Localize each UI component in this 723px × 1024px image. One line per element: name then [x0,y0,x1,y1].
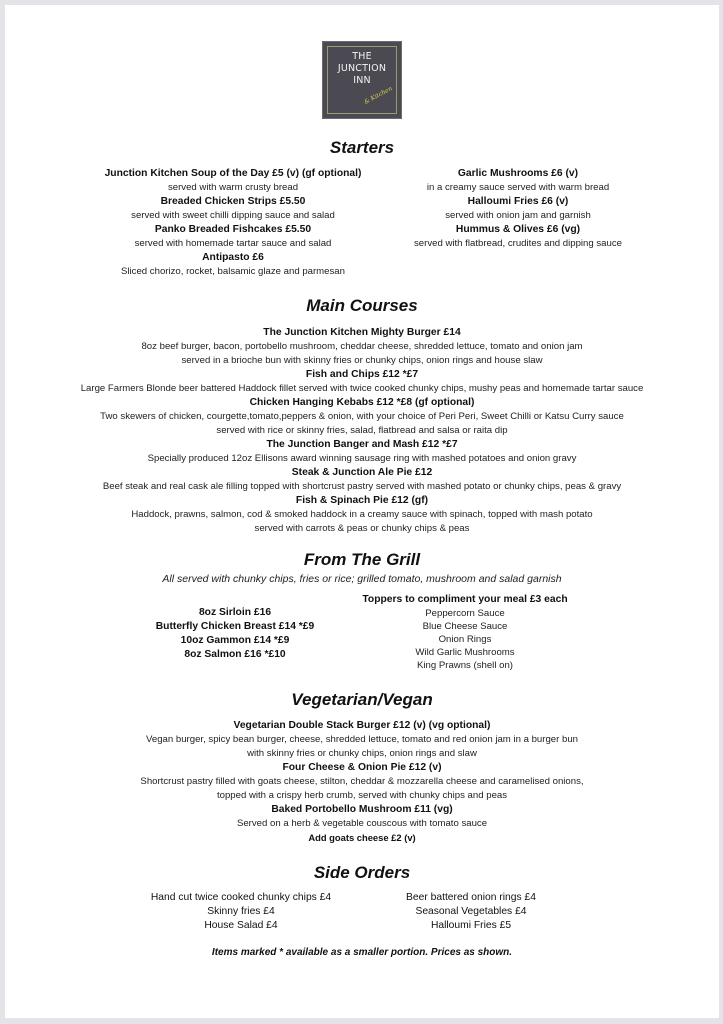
menu-item-desc: Large Farmers Blonde beer battered Haddock fillet served with twice cooked chunky chips, mushy peas and homemade tartar sauce [80,383,644,394]
toppers-column [335,593,595,672]
sides-left-column [111,891,371,933]
topper-item: Onion Rings [438,634,492,645]
topper-item: Peppercorn Sauce [425,608,505,619]
menu-item-desc: in a creamy sauce served with warm bread [426,182,610,193]
menu-item-name: Halloumi Fries £6 (v) [467,196,569,207]
menu-item-desc: 8oz beef burger, bacon, portobello mushroom, cheddar cheese, shredded lettuce, tomato and onion jam [141,341,583,352]
grill-items-column [105,606,365,662]
menu-item-name: The Junction Banger and Mash £12 *£7 [266,439,458,450]
side-item: House Salad £4 [204,920,278,931]
section-title-sides: Side Orders [313,863,411,882]
menu-item-name: Fish & Spinach Pie £12 (gf) [295,495,429,506]
starters-right-column [368,167,668,251]
logo-line-2: JUNCTION [337,63,387,74]
topper-item: King Prawns (shell on) [417,660,513,671]
vegetarian-list [5,719,719,845]
menu-item-desc: Sliced chorizo, rocket, balsamic glaze and parmesan [121,266,345,277]
topper-item: Wild Garlic Mushrooms [415,647,515,658]
grill-item: 8oz Salmon £16 *£10 [184,649,286,660]
menu-item-desc: Specially produced 12oz Ellisons award winning sausage ring with mashed potatoes and onion gravy [147,453,577,464]
side-item: Skinny fries £4 [207,906,275,917]
menu-item-desc: Beef steak and real cask ale filling topped with shortcrust pastry served with mashed potato or chunky chips, peas & gravy [102,481,622,492]
menu-item-desc: Two skewers of chicken, courgette,tomato,peppers & onion, with your choice of Peri Peri, Sweet Chilli or Katsu Curry sauce [100,411,624,422]
section-title-starters: Starters [329,138,395,157]
menu-item-name: Junction Kitchen Soup of the Day £5 (v) (gf optional) [104,168,362,179]
menu-item-desc: served with rice or skinny fries, salad, flatbread and salsa or raita dip [216,425,508,436]
menu-item-desc: served with onion jam and garnish [445,210,591,221]
junction-inn-logo [322,41,402,119]
side-item: Halloumi Fries £5 [430,920,512,931]
side-item: Beer battered onion rings £4 [406,892,536,903]
menu-item-desc: Vegan burger, spicy bean burger, cheese, shredded lettuce, tomato and red onion jam in a burger bun [145,734,578,745]
side-item: Hand cut twice cooked chunky chips £4 [150,892,332,903]
topper-item: Blue Cheese Sauce [422,621,508,632]
logo-line-3: INN [353,75,371,86]
menu-item-name: Fish and Chips £12 *£7 [305,369,419,380]
grill-item: Butterfly Chicken Breast £14 *£9 [155,621,315,632]
menu-item-name: Steak & Junction Ale Pie £12 [291,467,433,478]
menu-item-name: The Junction Kitchen Mighty Burger £14 [263,327,461,338]
menu-item-name: Four Cheese & Onion Pie £12 (v) [282,762,442,773]
menu-item-name: Hummus & Olives £6 (vg) [455,224,581,235]
menu-item-desc: served in a brioche bun with skinny fries or chunky chips, onion rings and house slaw [181,355,543,366]
grill-subtitle: All served with chunky chips, fries or rice; grilled tomato, mushroom and salad garnish [162,573,562,585]
addon-goats-cheese: Add goats cheese £2 (v) [308,832,416,843]
menu-item-name: Garlic Mushrooms £6 (v) [457,168,579,179]
starters-left-column [53,167,413,279]
menu-item-name: Breaded Chicken Strips £5.50 [160,196,306,207]
logo-line-1: THE [352,51,372,62]
menu-item-desc: Haddock, prawns, salmon, cod & smoked haddock in a creamy sauce with spinach, topped with mash potato [131,509,593,520]
menu-item-name: Antipasto £6 [202,252,264,263]
menu-item-desc: served with flatbread, crudites and dipping sauce [414,238,622,249]
smaller-portion-note: Items marked * available as a smaller portion. Prices as shown. [211,947,513,958]
logo-text [323,51,401,87]
menu-item-name: Panko Breaded Fishcakes £5.50 [154,224,312,235]
grill-item: 8oz Sirloin £16 [198,607,272,618]
menu-item-desc: served with homemade tartar sauce and salad [134,238,332,249]
menu-item-desc: served with carrots & peas or chunky chips & peas [254,523,470,534]
main-courses-list [5,326,719,536]
section-title-grill: From The Grill [303,550,421,569]
menu-item-desc: Shortcrust pastry filled with goats cheese, stilton, cheddar & mozzarella cheese and caramelised onions, [140,776,584,787]
section-title-main-courses: Main Courses [306,296,418,315]
menu-item-desc: with skinny fries or chunky chips, onion rings and slaw [247,748,477,759]
menu-item-name: Vegetarian Double Stack Burger £12 (v) (vg optional) [233,720,491,731]
side-item: Seasonal Vegetables £4 [415,906,527,917]
section-title-vegetarian: Vegetarian/Vegan [291,690,433,709]
menu-item-desc: served with sweet chilli dipping sauce and salad [131,210,335,221]
menu-page [5,5,719,1018]
menu-item-desc: Served on a herb & vegetable couscous with tomato sauce [236,818,488,829]
sides-right-column [341,891,601,933]
menu-item-name: Baked Portobello Mushroom £11 (vg) [271,804,453,815]
grill-item: 10oz Gammon £14 *£9 [180,635,290,646]
menu-item-desc: served with warm crusty bread [167,182,299,193]
menu-item-name: Chicken Hanging Kebabs £12 *£8 (gf optional) [249,397,475,408]
logo-script-text: & Kitchen [363,85,394,106]
toppers-title: Toppers to compliment your meal £3 each [362,594,568,605]
menu-item-desc: topped with a crispy herb crumb, served with chunky chips and peas [216,790,508,801]
